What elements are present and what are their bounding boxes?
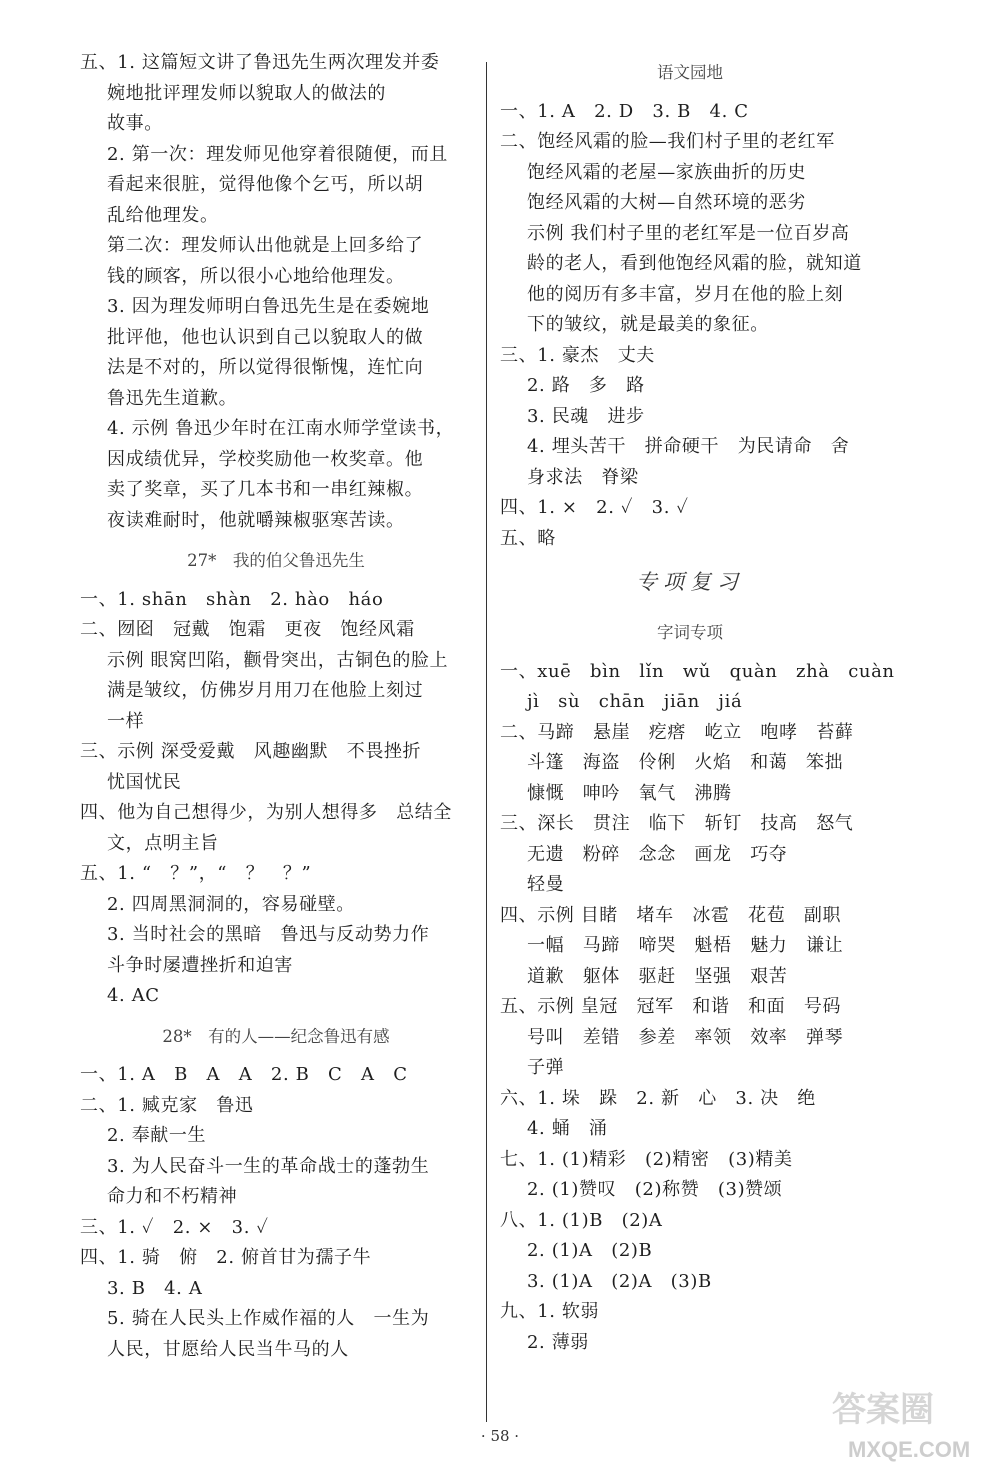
left-answer-line: 5. 骑在人民头上作威作福的人 一生为 <box>107 1308 430 1329</box>
left-answer-line: 乱给他理发。 <box>107 204 219 226</box>
right-answer-line: 龄的老人，看到他饱经风霜的脸，就知道 <box>527 253 862 274</box>
left-answer-line: 第二次：理发师认出他就是上回多给了 <box>107 235 424 256</box>
right-answer-line: 八、1. (1)B (2)A <box>500 1209 663 1231</box>
right-answer-line: 2. (1)A (2)B <box>527 1240 653 1261</box>
right-answer-line: 子弹 <box>527 1057 565 1078</box>
right-answer-line: 号叫 差错 参差 率领 效率 弹琴 <box>527 1026 844 1048</box>
left-column <box>80 48 472 1365</box>
watermark-logo <box>826 1381 986 1467</box>
left-answer-line: 批评他，他也认识到自己以貌取人的做 <box>107 326 424 348</box>
left-answer-line: 一样 <box>107 710 145 732</box>
left-answer-line: 4. AC <box>107 985 160 1006</box>
right-answer-line: 2. 薄弱 <box>527 1331 589 1353</box>
left-answer-line: 3. 因为理发师明白鲁迅先生是在委婉地 <box>107 296 430 317</box>
left-heading: 28* 有的人——纪念鲁迅有感 <box>162 1026 390 1046</box>
left-answer-line: 四、1. 骑 俯 2. 俯首甘为孺子牛 <box>80 1247 372 1268</box>
left-heading: 27* 我的伯父鲁迅先生 <box>187 551 365 570</box>
left-answer-line: 忧国忧民 <box>107 771 182 793</box>
right-column <box>500 48 895 1358</box>
left-answer-line: 示例 眼窝凹陷，颧骨突出，古铜色的脸上 <box>107 649 449 671</box>
left-answer-line: 3. B 4. A <box>107 1277 203 1299</box>
right-answer-line: 3. 民魂 进步 <box>527 405 645 427</box>
left-answer-line: 3. 为人民奋斗一生的革命战士的蓬勃生 <box>107 1155 430 1177</box>
right-answer-line: 下的皱纹，就是最美的象征。 <box>527 314 769 335</box>
right-answer-line: 道歉 躯体 驱赶 坚强 艰苦 <box>527 965 788 987</box>
left-answer-line: 看起来很脏，觉得他像个乞丐，所以胡 <box>107 174 424 195</box>
left-answer-line: 三、1. ✓ 2. × 3. ✓ <box>80 1216 269 1238</box>
page-number: · 58 · <box>480 1427 520 1445</box>
right-answer-line: 无遗 粉碎 念念 画龙 巧夺 <box>527 843 788 865</box>
left-answer-line: 2. 奉献一生 <box>107 1125 207 1146</box>
left-answer-line: 二、囫囵 冠戴 饱霜 更夜 饱经风霜 <box>80 619 415 640</box>
left-answer-line: 二、1. 臧克家 鲁迅 <box>80 1094 254 1116</box>
right-answer-line: 四、示例 目睹 堵车 冰雹 花苞 副职 <box>500 904 842 926</box>
right-answer-line: 斗篷 海盗 伶俐 火焰 和蔼 笨拙 <box>527 752 844 773</box>
right-heading: 语文园地 <box>657 63 723 82</box>
left-answer-line: 一、1. shān shàn 2. hào háo <box>80 588 384 610</box>
right-answer-line: 九、1. 软弱 <box>500 1301 600 1322</box>
right-answer-line: 五、略 <box>500 527 556 549</box>
right-answer-line: 2. (1)赞叹 (2)称赞 (3)赞颂 <box>527 1179 783 1200</box>
left-answer-line: 斗争时屡遭挫折和迫害 <box>107 954 293 976</box>
right-answer-line: 饱经风霜的大树—自然环境的恶劣 <box>527 192 806 213</box>
left-answer-line: 3. 当时社会的黑暗 鲁迅与反动势力作 <box>107 924 430 945</box>
right-answer-line: 示例 我们村子里的老红军是一位百岁高 <box>527 222 850 244</box>
watermark-logo-text: 答案圈 <box>832 1391 934 1429</box>
left-answer-line: 4. 示例 鲁迅少年时在江南水师学堂读书， <box>107 418 455 439</box>
right-answer-line: 3. (1)A (2)A (3)B <box>527 1270 712 1292</box>
left-answer-line: 命力和不朽精神 <box>107 1186 238 1207</box>
left-answer-line: 四、他为自己想得少，为别人想得多 总结全 <box>80 802 452 823</box>
left-answer-line: 故事。 <box>107 113 163 134</box>
right-answer-line: 慷慨 呻吟 氧气 沸腾 <box>527 782 732 804</box>
right-answer-line: 身求法 脊梁 <box>527 466 639 488</box>
right-answer-line: 五、示例 皇冠 冠军 和谐 和面 号码 <box>500 996 842 1017</box>
left-answer-line: 因成绩优异，学校奖励他一枚奖章。他 <box>107 448 424 470</box>
left-answer-line: 五、1. “ ？”，“ ？ ？” <box>80 863 312 884</box>
right-answer-line: 二、马蹄 悬崖 疙瘩 屹立 咆哮 苔藓 <box>500 721 854 743</box>
right-answer-line: 轻曼 <box>527 874 565 895</box>
left-answer-line: 一、1. A B A A 2. B C A C <box>80 1064 408 1085</box>
left-answer-line: 人民，甘愿给人民当牛马的人 <box>107 1338 349 1360</box>
right-answer-line: 饱经风霜的老屋—家族曲折的历史 <box>527 161 806 183</box>
left-answer-line: 夜读难耐时，他就嚼辣椒驱寒苦读。 <box>107 509 405 531</box>
left-answer-line: 婉地批评理发师以貌取人的做法的 <box>107 82 386 104</box>
right-answer-line: 三、1. 豪杰 丈夫 <box>500 344 655 366</box>
right-answer-line: 他的阅历有多丰富，岁月在他的脸上刻 <box>527 283 844 305</box>
right-answer-line: 六、1. 垛 跺 2. 新 心 3. 决 绝 <box>500 1087 816 1109</box>
left-answer-line: 三、示例 深受爱戴 风趣幽默 不畏挫折 <box>80 741 422 762</box>
right-answer-line: 2. 路 多 路 <box>527 375 645 396</box>
right-heading: 专项复习 <box>636 570 744 594</box>
right-answer-line: 4. 埋头苦干 拼命硬干 为民请命 舍 <box>527 436 850 457</box>
right-answer-line: 一幅 马蹄 啼哭 魁梧 魅力 谦让 <box>527 935 844 956</box>
right-answer-line: 四、1. × 2. ✓ 3. ✓ <box>500 497 689 518</box>
left-answer-line: 2. 第一次：理发师见他穿着很随便，而且 <box>107 143 448 165</box>
right-answer-line: 七、1. (1)精彩 (2)精密 (3)精美 <box>500 1148 793 1170</box>
left-answer-line: 五、1. 这篇短文讲了鲁迅先生两次理发并委 <box>80 52 440 73</box>
right-answer-line: 一、1. A 2. D 3. B 4. C <box>500 100 749 122</box>
left-answer-line: 法是不对的，所以觉得很惭愧，连忙向 <box>107 357 424 378</box>
right-answer-line: jì sù chān jiān jiá <box>527 691 743 712</box>
left-answer-line: 卖了奖章，买了几本书和一串红辣椒。 <box>107 479 424 500</box>
watermark-site-text: MXQE.COM <box>848 1437 971 1462</box>
right-answer-line: 一、xuē bìn lǐn wǔ quàn zhà cuàn <box>500 660 895 682</box>
right-answer-line: 二、饱经风霜的脸—我们村子里的老红军 <box>500 131 835 152</box>
left-answer-line: 鲁迅先生道歉。 <box>107 387 238 409</box>
right-answer-line: 三、深长 贯注 临下 斩钉 技高 怒气 <box>500 813 854 834</box>
right-heading: 字词专项 <box>657 623 723 642</box>
right-answer-line: 4. 蛹 涌 <box>527 1118 608 1139</box>
left-answer-line: 钱的顾客，所以很小心地给他理发。 <box>107 265 405 287</box>
column-divider <box>486 62 487 1422</box>
left-answer-line: 文，点明主旨 <box>107 832 219 854</box>
left-answer-line: 满是皱纹，仿佛岁月用刀在他脸上刻过 <box>107 680 424 701</box>
left-answer-line: 2. 四周黑洞洞的，容易碰壁。 <box>107 893 355 915</box>
